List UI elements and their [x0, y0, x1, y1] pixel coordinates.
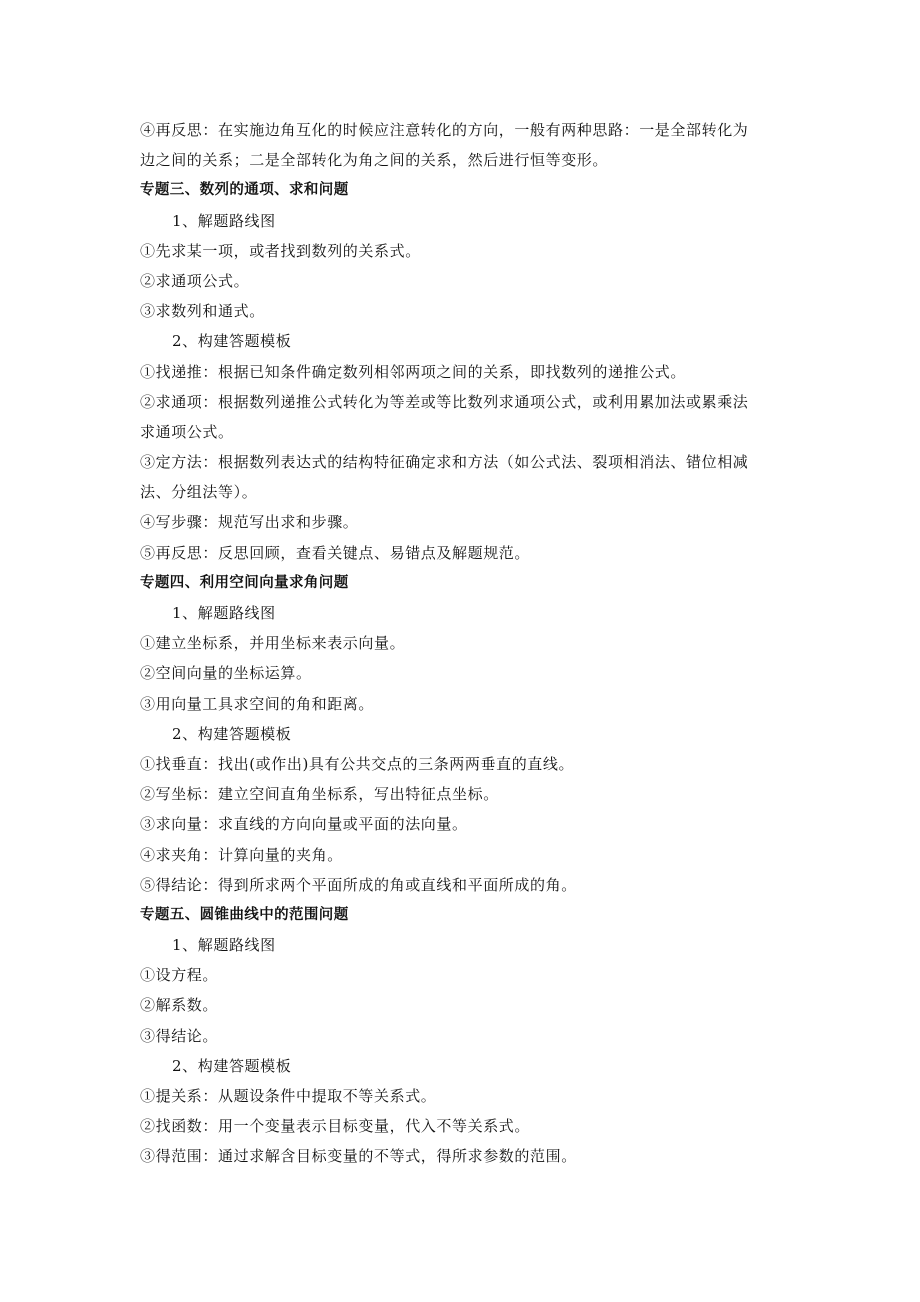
section-4-template-item: ③求向量：求直线的方向向量或平面的法向量。	[140, 815, 468, 834]
section-3-route-item: ①先求某一项，或者找到数列的关系式。	[140, 241, 421, 260]
section-4-template-title: 2、构建答题模板	[172, 724, 292, 743]
section-5-heading: 专题五、圆锥曲线中的范围问题	[140, 906, 349, 923]
section-4-route-item: ①建立坐标系，并用坐标来表示向量。	[140, 634, 406, 653]
section-3-template-item: ④写步骤：规范写出求和步骤。	[140, 513, 359, 532]
section-5-route-item: ③得结论。	[140, 1026, 219, 1045]
section-3-template-item-cont: 法、分组法等）。	[140, 483, 258, 502]
section-3-template-item: ⑤再反思：反思回顾，查看关键点、易错点及解题规范。	[140, 543, 531, 562]
section-3-route-item: ③求数列和通式。	[140, 302, 265, 321]
section-3-template-item: ②求通项：根据数列递推公式转化为等差或等比数列求通项公式，或利用累加法或累乘法	[140, 392, 749, 411]
section-4-route-title: 1、解题路线图	[172, 604, 276, 622]
section-4-template-item: ①找垂直：找出(或作出)具有公共交点的三条两两垂直的直线。	[140, 754, 575, 773]
section-4-template-item: ④求夹角：计算向量的夹角。	[140, 845, 343, 864]
section-5-template-title: 2、构建答题模板	[172, 1056, 292, 1075]
section-4-template-item: ②写坐标：建立空间直角坐标系，写出特征点坐标。	[140, 785, 499, 804]
section-3-template-item: ①找递推：根据已知条件确定数列相邻两项之间的关系，即找数列的递推公式。	[140, 362, 687, 381]
section-5-template-item: ①提关系：从题设条件中提取不等关系式。	[140, 1087, 437, 1105]
section-4-route-item: ③用向量工具求空间的角和距离。	[140, 694, 375, 713]
section-5-template-item: ②找函数：用一个变量表示目标变量，代入不等关系式。	[140, 1117, 531, 1136]
section-3-route-item: ②求通项公式。	[140, 271, 250, 290]
section-3-template-item: ③定方法：根据数列表达式的结构特征确定求和方法（如公式法、裂项相消法、错位相减	[140, 453, 749, 472]
section-4-heading: 专题四、利用空间向量求角问题	[140, 574, 349, 591]
section-3-template-title: 2、构建答题模板	[172, 332, 292, 351]
section-3-template-item-cont: 求通项公式。	[140, 422, 234, 441]
section-3-heading: 专题三、数列的通项、求和问题	[140, 182, 349, 199]
intro-line-1: ④再反思：在实施边角互化的时候应注意转化的方向，一般有两种思路：一是全部转化为	[140, 121, 749, 139]
section-4-route-item: ②空间向量的坐标运算。	[140, 664, 312, 683]
section-5-route-item: ②解系数。	[140, 996, 219, 1015]
section-4-template-item: ⑤得结论：得到所求两个平面所成的角或直线和平面所成的角。	[140, 875, 577, 894]
intro-line-2: 边之间的关系；二是全部转化为角之间的关系，然后进行恒等变形。	[140, 151, 609, 170]
document-page	[140, 115, 780, 1172]
section-5-template-item: ③得范围：通过求解含目标变量的不等式，得所求参数的范围。	[140, 1147, 577, 1166]
section-5-route-item: ①设方程。	[140, 966, 219, 985]
section-3-route-title: 1、解题路线图	[172, 211, 276, 230]
section-5-route-title: 1、解题路线图	[172, 936, 276, 955]
